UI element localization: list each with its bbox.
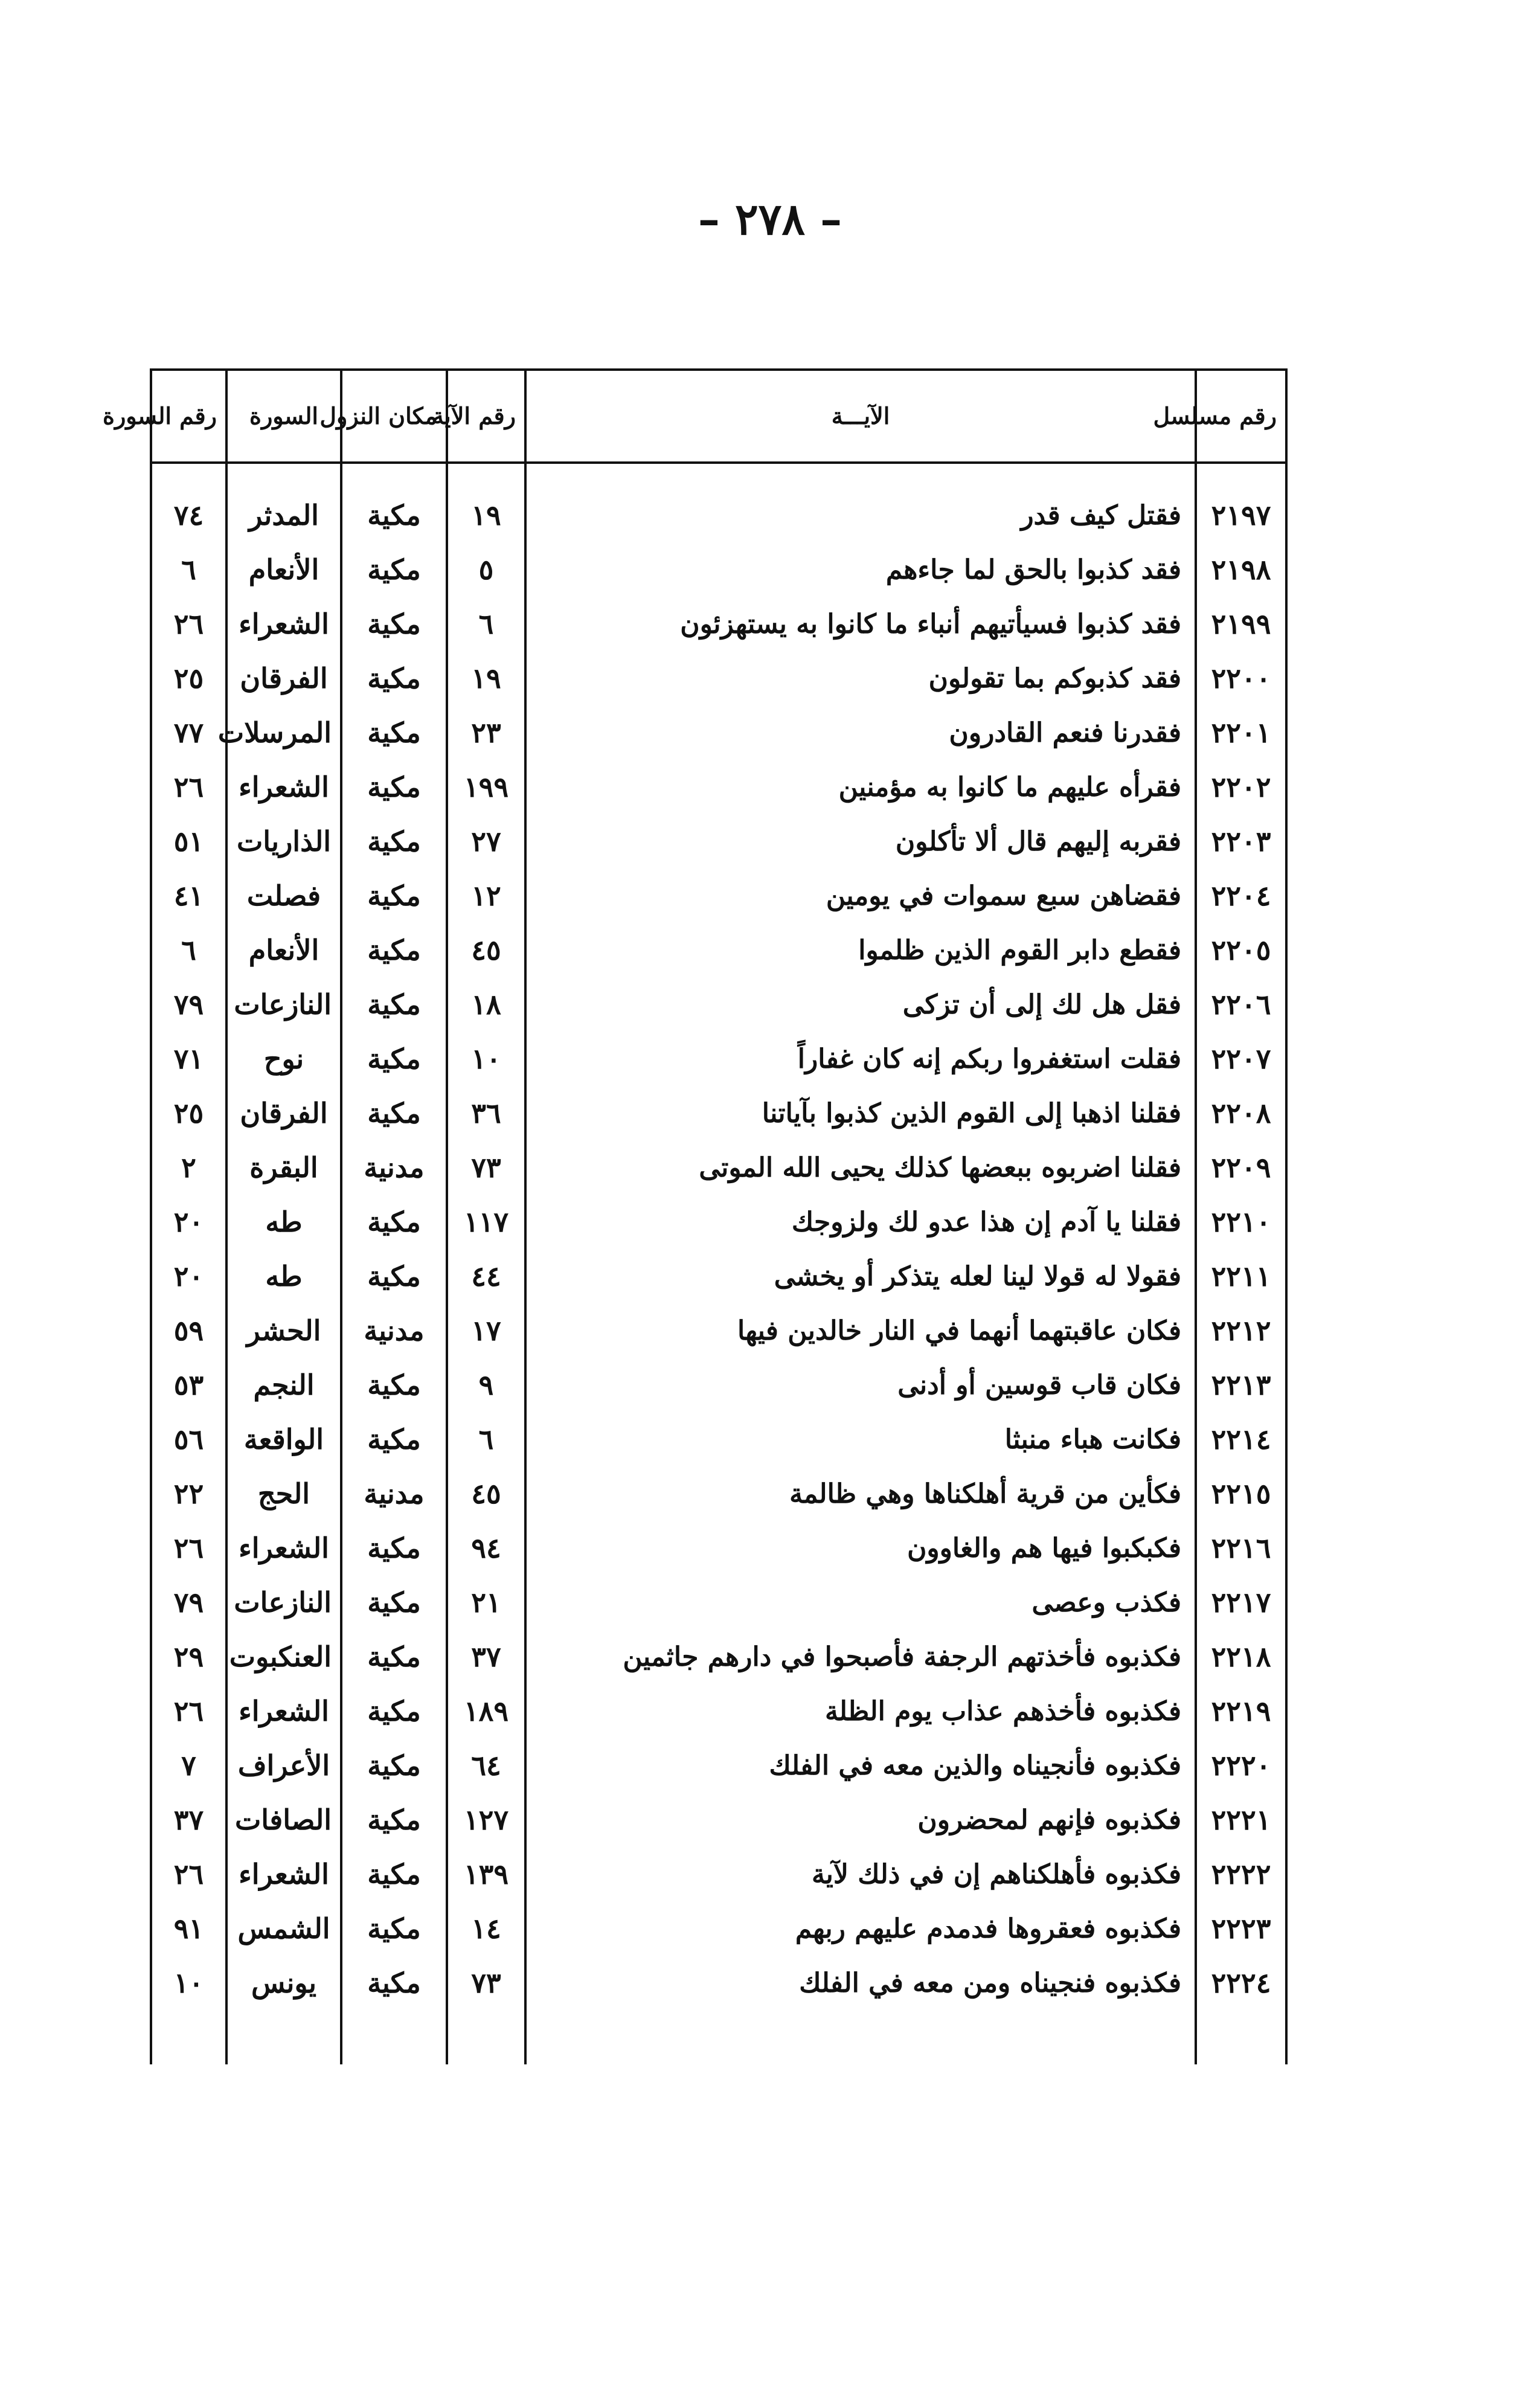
table-row (151, 1195, 1286, 1249)
verse-text-cell: فقد كذبوا بالحق لما جاءهم (525, 542, 1196, 597)
table-row (151, 1249, 1286, 1303)
verse-number-cell: ١٩ (447, 463, 525, 542)
serial-cell: ٢٢١٤ (1196, 1412, 1286, 1466)
verse-number-cell: ٤٥ (447, 923, 525, 977)
surah-name-cell: طه (226, 1249, 341, 1303)
table-row (151, 1956, 1286, 2010)
serial-cell: ٢٢١٠ (1196, 1195, 1286, 1249)
header-serial: رقم مسلسل (1196, 370, 1286, 463)
serial-cell: ٢١٩٨ (1196, 542, 1286, 597)
revelation-place-cell: مكية (341, 1738, 447, 1793)
serial-cell: ٢٢٢٠ (1196, 1738, 1286, 1793)
verse-text-cell: فقربه إليهم قال ألا تأكلون (525, 814, 1196, 869)
table-row (151, 1466, 1286, 1521)
verse-text-cell: فقضاهن سبع سموات في يومين (525, 869, 1196, 923)
verse-text-cell: فكذبوه فأنجيناه والذين معه في الفلك (525, 1738, 1196, 1793)
serial-cell: ٢٢١٥ (1196, 1466, 1286, 1521)
surah-number-cell: ٧ (151, 1738, 226, 1793)
revelation-place-cell: مكية (341, 869, 447, 923)
surah-number-cell: ٢٦ (151, 1847, 226, 1901)
serial-cell: ٢١٩٧ (1196, 463, 1286, 542)
table-row (151, 705, 1286, 760)
verse-number-cell: ١٨ (447, 977, 525, 1032)
surah-number-cell: ٧٩ (151, 977, 226, 1032)
revelation-place-cell: مكية (341, 1086, 447, 1140)
surah-number-cell: ٥٣ (151, 1358, 226, 1412)
verse-text-cell: فقطع دابر القوم الذين ظلموا (525, 923, 1196, 977)
serial-cell: ٢٢٠٨ (1196, 1086, 1286, 1140)
verse-text-cell: فكذب وعصى (525, 1575, 1196, 1630)
surah-name-cell: الشعراء (226, 1847, 341, 1901)
surah-name-cell: الشعراء (226, 1684, 341, 1738)
revelation-place-cell: مكية (341, 705, 447, 760)
serial-cell: ٢٢١٨ (1196, 1630, 1286, 1684)
table-row (151, 1086, 1286, 1140)
surah-number-cell: ٤١ (151, 869, 226, 923)
surah-number-cell: ٢٦ (151, 760, 226, 814)
surah-number-cell: ٧٧ (151, 705, 226, 760)
surah-number-cell: ٢٠ (151, 1249, 226, 1303)
revelation-place-cell: مكية (341, 1956, 447, 2010)
verse-text-cell: فقلنا اضربوه ببعضها كذلك يحيى الله الموتى (525, 1140, 1196, 1195)
surah-name-cell: الأعراف (226, 1738, 341, 1793)
revelation-place-cell: مدنية (341, 1303, 447, 1358)
verse-number-cell: ٤٥ (447, 1466, 525, 1521)
verse-number-cell: ١٧ (447, 1303, 525, 1358)
surah-number-cell: ٢ (151, 1140, 226, 1195)
table-row (151, 1303, 1286, 1358)
surah-name-cell: المرسلات (226, 705, 341, 760)
verse-text-cell: فكذبوه فعقروها فدمدم عليهم ربهم (525, 1901, 1196, 1956)
table-row (151, 1521, 1286, 1575)
verse-text-cell: فقتل كيف قدر (525, 463, 1196, 542)
surah-name-cell: فصلت (226, 869, 341, 923)
spacer-cell (525, 2010, 1196, 2064)
serial-cell: ٢٢١٢ (1196, 1303, 1286, 1358)
revelation-place-cell: مكية (341, 1901, 447, 1956)
serial-cell: ٢٢٢٤ (1196, 1956, 1286, 2010)
verse-text-cell: فكذبوه فنجيناه ومن معه في الفلك (525, 1956, 1196, 2010)
revelation-place-cell: مكية (341, 1032, 447, 1086)
serial-cell: ٢٢٠٤ (1196, 869, 1286, 923)
verse-text-cell: فكذبوه فأخذهم عذاب يوم الظلة (525, 1684, 1196, 1738)
table-row (151, 760, 1286, 814)
surah-number-cell: ٩١ (151, 1901, 226, 1956)
verse-text-cell: فكذبوه فأخذتهم الرجفة فأصبحوا في دارهم جاثمين (525, 1630, 1196, 1684)
serial-cell: ٢٢١٩ (1196, 1684, 1286, 1738)
surah-name-cell: طه (226, 1195, 341, 1249)
serial-cell: ٢٢١١ (1196, 1249, 1286, 1303)
revelation-place-cell: مكية (341, 977, 447, 1032)
surah-number-cell: ١٠ (151, 1956, 226, 2010)
verse-text-cell: فكان عاقبتهما أنهما في النار خالدين فيها (525, 1303, 1196, 1358)
table-row (151, 814, 1286, 869)
verse-number-cell: ٦٤ (447, 1738, 525, 1793)
verse-number-cell: ١٩٩ (447, 760, 525, 814)
surah-number-cell: ٥٩ (151, 1303, 226, 1358)
header-surah: السورة (226, 370, 341, 463)
surah-name-cell: الفرقان (226, 651, 341, 705)
surah-name-cell: الأنعام (226, 923, 341, 977)
surah-name-cell: الأنعام (226, 542, 341, 597)
header-revelation-place: مكان النزول (341, 370, 447, 463)
table-row (151, 1684, 1286, 1738)
verse-number-cell: ٩٤ (447, 1521, 525, 1575)
verse-number-cell: ٥ (447, 542, 525, 597)
serial-cell: ٢٢٢١ (1196, 1793, 1286, 1847)
spacer-cell (226, 2010, 341, 2064)
serial-cell: ٢٢١٣ (1196, 1358, 1286, 1412)
surah-name-cell: العنكبوت (226, 1630, 341, 1684)
surah-number-cell: ٢٠ (151, 1195, 226, 1249)
verse-number-cell: ١٣٩ (447, 1847, 525, 1901)
table-row (151, 923, 1286, 977)
verse-text-cell: فكان قاب قوسين أو أدنى (525, 1358, 1196, 1412)
revelation-place-cell: مكية (341, 1412, 447, 1466)
surah-name-cell: الشعراء (226, 760, 341, 814)
verse-text-cell: فقلنا اذهبا إلى القوم الذين كذبوا بآياتنا (525, 1086, 1196, 1140)
revelation-place-cell: مكية (341, 1684, 447, 1738)
spacer-cell (447, 2010, 525, 2064)
spacer-cell (151, 2010, 226, 2064)
verse-number-cell: ٧٣ (447, 1956, 525, 2010)
surah-name-cell: الفرقان (226, 1086, 341, 1140)
verse-index-table (103, 368, 1288, 2064)
revelation-place-cell: مكية (341, 1847, 447, 1901)
header-verse-number: رقم الآية (447, 370, 525, 463)
surah-name-cell: البقرة (226, 1140, 341, 1195)
verse-number-cell: ١٤ (447, 1901, 525, 1956)
verse-number-cell: ٢٧ (447, 814, 525, 869)
revelation-place-cell: مكية (341, 463, 447, 542)
verse-number-cell: ٤٤ (447, 1249, 525, 1303)
surah-name-cell: الواقعة (226, 1412, 341, 1466)
surah-number-cell: ٣٧ (151, 1793, 226, 1847)
table-row (151, 1140, 1286, 1195)
revelation-place-cell: مكية (341, 542, 447, 597)
table-row (151, 597, 1286, 651)
revelation-place-cell: مكية (341, 1521, 447, 1575)
verse-number-cell: ١٩ (447, 651, 525, 705)
serial-cell: ٢٢٠٥ (1196, 923, 1286, 977)
revelation-place-cell: مكية (341, 760, 447, 814)
table-header-row (151, 370, 1286, 463)
verse-number-cell: ٧٣ (447, 1140, 525, 1195)
verse-text-cell: فقدرنا فنعم القادرون (525, 705, 1196, 760)
surah-name-cell: النازعات (226, 1575, 341, 1630)
verse-text-cell: فكذبوه فأهلكناهم إن في ذلك لآية (525, 1847, 1196, 1901)
verse-text-cell: فقولا له قولا لينا لعله يتذكر أو يخشى (525, 1249, 1196, 1303)
table-row (151, 1793, 1286, 1847)
verse-text-cell: فقد كذبوا فسيأتيهم أنباء ما كانوا به يستهزئون (525, 597, 1196, 651)
verse-text-cell: فقلنا يا آدم إن هذا عدو لك ولزوجك (525, 1195, 1196, 1249)
surah-number-cell: ٥٦ (151, 1412, 226, 1466)
surah-name-cell: المدثر (226, 463, 341, 542)
serial-cell: ٢٢٠٢ (1196, 760, 1286, 814)
serial-cell: ٢٢١٧ (1196, 1575, 1286, 1630)
revelation-place-cell: مدنية (341, 1466, 447, 1521)
revelation-place-cell: مكية (341, 923, 447, 977)
verse-number-cell: ٦ (447, 597, 525, 651)
serial-cell: ٢٢٢٣ (1196, 1901, 1286, 1956)
surah-name-cell: النازعات (226, 977, 341, 1032)
surah-name-cell: الصافات (226, 1793, 341, 1847)
table-row (151, 1358, 1286, 1412)
surah-name-cell: الشمس (226, 1901, 341, 1956)
verse-number-cell: ١٢ (447, 869, 525, 923)
serial-cell: ٢٢٠٩ (1196, 1140, 1286, 1195)
revelation-place-cell: مكية (341, 1249, 447, 1303)
surah-number-cell: ٢٥ (151, 1086, 226, 1140)
serial-cell: ٢٢٠٧ (1196, 1032, 1286, 1086)
table-row (151, 542, 1286, 597)
verse-number-cell: ٢٣ (447, 705, 525, 760)
page-number: – ٢٧٨ – (698, 193, 842, 245)
revelation-place-cell: مكية (341, 1195, 447, 1249)
verse-text-cell: فقرأه عليهم ما كانوا به مؤمنين (525, 760, 1196, 814)
serial-cell: ٢٢٢٢ (1196, 1847, 1286, 1901)
revelation-place-cell: مكية (341, 1630, 447, 1684)
serial-cell: ٢٢٠٦ (1196, 977, 1286, 1032)
verse-text-cell: فكبكبوا فيها هم والغاوون (525, 1521, 1196, 1575)
serial-cell: ٢١٩٩ (1196, 597, 1286, 651)
table-row (151, 1412, 1286, 1466)
table-body (151, 463, 1286, 2064)
surah-number-cell: ٢٦ (151, 1521, 226, 1575)
table-row (151, 1032, 1286, 1086)
verse-text-cell: فقد كذبوكم بما تقولون (525, 651, 1196, 705)
surah-number-cell: ٧٤ (151, 463, 226, 542)
verse-number-cell: ٣٧ (447, 1630, 525, 1684)
revelation-place-cell: مكية (341, 651, 447, 705)
revelation-place-cell: مكية (341, 1358, 447, 1412)
surah-number-cell: ٢٦ (151, 597, 226, 651)
verse-number-cell: ٢١ (447, 1575, 525, 1630)
surah-name-cell: الحشر (226, 1303, 341, 1358)
verse-text-cell: فقلت استغفروا ربكم إنه كان غفاراً (525, 1032, 1196, 1086)
verse-text-cell: فقل هل لك إلى أن تزكى (525, 977, 1196, 1032)
table-row (151, 463, 1286, 542)
serial-cell: ٢٢٠٠ (1196, 651, 1286, 705)
verse-number-cell: ١٨٩ (447, 1684, 525, 1738)
table-row (151, 977, 1286, 1032)
serial-cell: ٢٢٠١ (1196, 705, 1286, 760)
surah-number-cell: ٢٦ (151, 1684, 226, 1738)
verse-number-cell: ٣٦ (447, 1086, 525, 1140)
header-surah-number: رقم السورة (151, 370, 226, 463)
revelation-place-cell: مكية (341, 814, 447, 869)
revelation-place-cell: مكية (341, 597, 447, 651)
surah-number-cell: ٦ (151, 923, 226, 977)
revelation-place-cell: مكية (341, 1575, 447, 1630)
surah-name-cell: يونس (226, 1956, 341, 2010)
verse-number-cell: ١١٧ (447, 1195, 525, 1249)
table-row (151, 651, 1286, 705)
verse-number-cell: ١٢٧ (447, 1793, 525, 1847)
surah-number-cell: ٢٩ (151, 1630, 226, 1684)
surah-name-cell: النجم (226, 1358, 341, 1412)
verse-number-cell: ١٠ (447, 1032, 525, 1086)
surah-number-cell: ٧٩ (151, 1575, 226, 1630)
verse-text-cell: فكانت هباء منبثا (525, 1412, 1196, 1466)
surah-number-cell: ٥١ (151, 814, 226, 869)
table-row (151, 1630, 1286, 1684)
surah-number-cell: ٧١ (151, 1032, 226, 1086)
verse-text-cell: فكأين من قرية أهلكناها وهي ظالمة (525, 1466, 1196, 1521)
table-row (151, 869, 1286, 923)
serial-cell: ٢٢٠٣ (1196, 814, 1286, 869)
table-spacer-row (151, 2010, 1286, 2064)
surah-number-cell: ٦ (151, 542, 226, 597)
surah-name-cell: الشعراء (226, 597, 341, 651)
table-row (151, 1575, 1286, 1630)
header-verse: الآيـــة (525, 370, 1196, 463)
surah-name-cell: الشعراء (226, 1521, 341, 1575)
revelation-place-cell: مدنية (341, 1140, 447, 1195)
table-row (151, 1738, 1286, 1793)
surah-name-cell: الذاريات (226, 814, 341, 869)
surah-name-cell: نوح (226, 1032, 341, 1086)
serial-cell: ٢٢١٦ (1196, 1521, 1286, 1575)
verse-number-cell: ٦ (447, 1412, 525, 1466)
table-row (151, 1847, 1286, 1901)
surah-number-cell: ٢٥ (151, 651, 226, 705)
verse-text-cell: فكذبوه فإنهم لمحضرون (525, 1793, 1196, 1847)
surah-number-cell: ٢٢ (151, 1466, 226, 1521)
table-row (151, 1901, 1286, 1956)
revelation-place-cell: مكية (341, 1793, 447, 1847)
spacer-cell (1196, 2010, 1286, 2064)
surah-name-cell: الحج (226, 1466, 341, 1521)
verse-number-cell: ٩ (447, 1358, 525, 1412)
spacer-cell (341, 2010, 447, 2064)
